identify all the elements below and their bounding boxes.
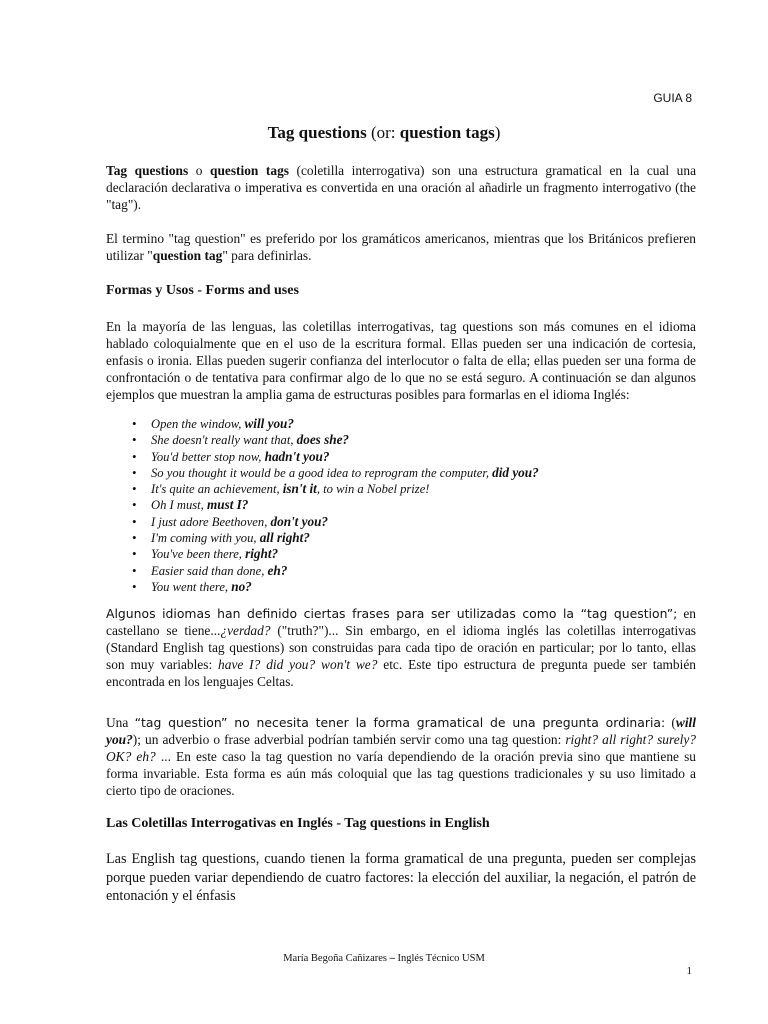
example-tag: no? — [231, 578, 252, 594]
example-sentence-end: , to win a Nobel prize! — [316, 482, 430, 497]
example-sentence: Oh I must, — [151, 498, 207, 513]
example-item — [106, 579, 696, 595]
example-item — [106, 497, 696, 513]
document-title — [0, 123, 768, 143]
example-tag: isn't it — [282, 481, 317, 497]
invariable-text-2: ( — [665, 715, 676, 730]
example-tag: all right? — [259, 530, 310, 546]
terminology-text-1: El termino "tag question" es preferido por los gramáticos americanos, mientras que los Británicos prefieren utilizar " — [106, 231, 696, 263]
example-sentence: You've been there, — [151, 547, 246, 562]
example-sentence: Easier said than done, — [151, 563, 268, 578]
example-item — [106, 481, 696, 497]
section-heading-english-text: Las Coletillas Interrogativas en Inglés - Tag questions in English — [106, 816, 490, 831]
example-tag: right? — [245, 546, 279, 562]
example-tag: hadn't you? — [264, 448, 330, 464]
example-tag: must I? — [206, 497, 249, 513]
usage-paragraph — [106, 318, 696, 403]
intro-term-2: question tags — [210, 163, 289, 178]
example-item — [106, 514, 696, 530]
languages-sans-text: Algunos idiomas han definido ciertas frases para ser utilizadas como la “tag question”; — [106, 606, 678, 621]
example-item — [106, 416, 696, 432]
example-tag: does she? — [296, 432, 350, 448]
title-part-4: ) — [494, 123, 501, 142]
invariable-text-1: Una — [106, 715, 135, 730]
section-heading-forms — [106, 282, 696, 299]
example-item — [106, 432, 696, 448]
example-tag: will you? — [244, 416, 294, 431]
terminology-text-2: " para definirlas. — [222, 248, 312, 263]
invariable-sans-text: “tag question” no necesita tener la forma gramatical de una pregunta ordinaria: — [134, 715, 666, 730]
languages-verdad: ¿verdad? — [220, 623, 271, 638]
example-tag: eh? — [267, 562, 288, 578]
title-part-2: (or: — [366, 123, 400, 142]
english-tags-paragraph — [106, 850, 696, 906]
footer-author: María Begoña Cañizares — [283, 953, 387, 964]
terminology-term: question tag — [152, 248, 223, 263]
section-heading-english — [106, 815, 696, 832]
example-item — [106, 546, 696, 562]
english-tags-paragraph-text: Las English tag questions, cuando tienen la forma gramatical de una pregunta, pueden ser complejas porque pueden variar dependiendo de cuatro factores: la elección del auxiliar, la negación, el patrón de entonación y el énfasis — [106, 851, 696, 904]
example-sentence: So you thought it would be a good idea to reprogram the computer, — [151, 465, 493, 480]
example-item — [106, 465, 696, 481]
terminology-paragraph — [106, 230, 696, 264]
example-sentence: It's quite an achievement, — [151, 482, 283, 497]
languages-tag-examples: have I? did you? won't we? — [218, 657, 378, 672]
example-tag: did you? — [492, 464, 539, 480]
example-item — [106, 563, 696, 579]
footer-course: Inglés Técnico USM — [397, 953, 485, 964]
title-part-3: question tags — [399, 123, 495, 142]
footer-separator: – — [387, 953, 398, 964]
languages-paragraph — [106, 605, 696, 690]
invariable-will-you: will you? — [106, 715, 696, 747]
intro-text-1: o — [188, 163, 210, 178]
example-sentence: She doesn't really want that, — [151, 433, 297, 448]
languages-text-1: en castellano se tiene... — [106, 606, 696, 638]
usage-paragraph-text: En la mayoría de las lenguas, las coletillas interrogativas, tag questions son más comunes en el idioma hablado coloquialmente que en el uso de la escritura formal. Ellas pueden ser una indicación de cortesia, enfasis o ironia. Ellas pueden sugerir confianza del interlocutor o falta de ella; ellas pueden ser una forma de confrontación o de tentativa para confirmar algo de lo que no se está seguro. A continuación se dan algunos ejemplos que muestran la amplia gama de estructuras posibles para formarlas en el idioma Inglés: — [106, 319, 696, 402]
example-sentence: I just adore Beethoven, — [151, 514, 271, 529]
languages-text-3: etc. Este tipo estructura de pregunta puede ser también encontrada en los lenguajes Celtas. — [106, 657, 696, 689]
invariable-tag-paragraph — [106, 714, 696, 799]
example-item — [106, 449, 696, 465]
example-sentence: You went there, — [151, 579, 232, 594]
intro-paragraph — [106, 162, 696, 213]
intro-term-1: Tag questions — [106, 163, 189, 178]
page-number: 1 — [686, 965, 692, 977]
example-sentence: You'd better stop now, — [151, 449, 265, 464]
invariable-adverbs: right? all right? surely? OK? eh? — [106, 732, 697, 764]
invariable-text-4: ... En este caso la tag question no varía dependiendo de la oración previa sino que mantiene su forma invariable. Esta forma es aún más coloquial que las tag questions tradicionales y su uso limitado a cierto tipo de oraciones. — [106, 749, 697, 798]
section-heading-forms-text: Formas y Usos - Forms and uses — [106, 283, 299, 298]
example-sentence: I'm coming with you, — [151, 531, 260, 546]
examples-list-container — [106, 416, 696, 595]
title-part-1: Tag questions — [267, 123, 367, 142]
examples-list — [106, 416, 696, 595]
example-sentence: Open the window, — [151, 417, 245, 431]
guide-label: GUIA 8 — [653, 91, 692, 105]
intro-text-2: (coletilla interrogativa) son una estructura gramatical en la cual una declaración declarativa o imperativa es convertida en una oración al añadirle un fragmento interrogativo (the "tag"). — [106, 163, 697, 212]
languages-text-2: ("truth?")... Sin embargo, en el idioma inglés las coletillas interrogativas (Standard English tag questions) son construidas para cada tipo de oración en particular; por lo tanto, ellas son muy variables: — [106, 623, 697, 672]
example-tag: don't you? — [270, 513, 329, 529]
example-item — [106, 530, 696, 546]
invariable-text-3: ); un adverbio o frase adverbial podrían también servir como una tag question: — [132, 732, 566, 747]
page-footer — [0, 953, 768, 964]
